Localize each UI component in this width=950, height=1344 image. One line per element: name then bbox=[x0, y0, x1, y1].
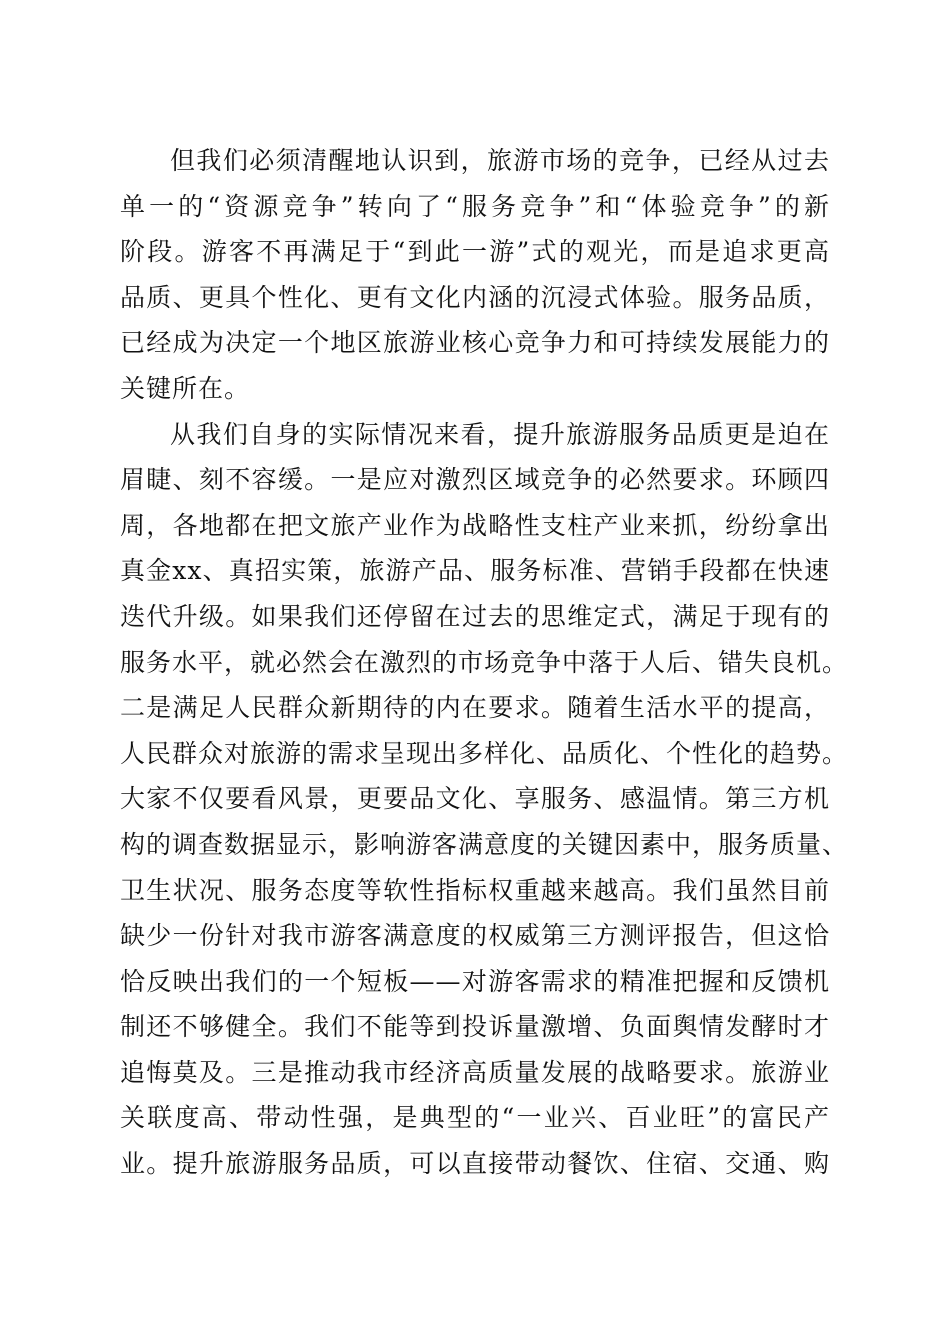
text-line: 缺少一份针对我市游客满意度的权威第三方测评报告，但这恰 bbox=[120, 921, 830, 951]
text-line: 制还不够健全。我们不能等到投诉量激增、负面舆情发酵时才 bbox=[120, 1012, 830, 1042]
text-line: 业。提升旅游服务品质，可以直接带动餐饮、住宿、交通、购 bbox=[120, 1149, 830, 1179]
text-line: 迭代升级。如果我们还停留在过去的思维定式，满足于现有的 bbox=[120, 601, 830, 631]
text-line: 从我们自身的实际情况来看，提升旅游服务品质更是迫在 bbox=[170, 419, 830, 449]
document-body bbox=[120, 138, 849, 1187]
text-line: 追悔莫及。三是推动我市经济高质量发展的战略要求。旅游业 bbox=[120, 1057, 830, 1087]
paragraph bbox=[120, 412, 849, 1187]
text-line: 眉睫、刻不容缓。一是应对激烈区域竞争的必然要求。环顾四 bbox=[120, 465, 830, 495]
text-line: 人民群众对旅游的需求呈现出多样化、品质化、个性化的趋势。 bbox=[120, 738, 849, 768]
text-line: 单一的“资源竞争”转向了“服务竞争”和“体验竞争”的新 bbox=[120, 191, 830, 221]
text-line: 二是满足人民群众新期待的内在要求。随着生活水平的提高， bbox=[120, 693, 830, 723]
text-line: 卫生状况、服务态度等软性指标权重越来越高。我们虽然目前 bbox=[120, 875, 830, 905]
text-line: 恰反映出我们的一个短板——对游客需求的精准把握和反馈机 bbox=[120, 966, 830, 996]
text-line: 周，各地都在把文旅产业作为战略性支柱产业来抓，纷纷拿出 bbox=[120, 510, 830, 540]
text-line: 已经成为决定一个地区旅游业核心竞争力和可持续发展能力的 bbox=[120, 328, 830, 358]
text-line: 关联度高、带动性强，是典型的“一业兴、百业旺”的富民产 bbox=[120, 1103, 830, 1133]
text-line: 阶段。游客不再满足于“到此一游”式的观光，而是追求更高 bbox=[120, 237, 830, 267]
text-line: 大家不仅要看风景，更要品文化、享服务、感温情。第三方机 bbox=[120, 784, 830, 814]
text-line: 但我们必须清醒地认识到，旅游市场的竞争，已经从过去 bbox=[170, 146, 830, 175]
text-line: 服务水平，就必然会在激烈的市场竞争中落于人后、错失良机。 bbox=[120, 647, 849, 677]
text-line: 构的调查数据显示，影响游客满意度的关键因素中，服务质量、 bbox=[120, 829, 849, 859]
text-line: 关键所在。 bbox=[120, 373, 251, 403]
text-line: 真金xx、真招实策，旅游产品、服务标准、营销手段都在快速 bbox=[120, 556, 830, 586]
paragraph bbox=[120, 138, 830, 412]
text-line: 品质、更具个性化、更有文化内涵的沉浸式体验。服务品质， bbox=[120, 282, 830, 312]
